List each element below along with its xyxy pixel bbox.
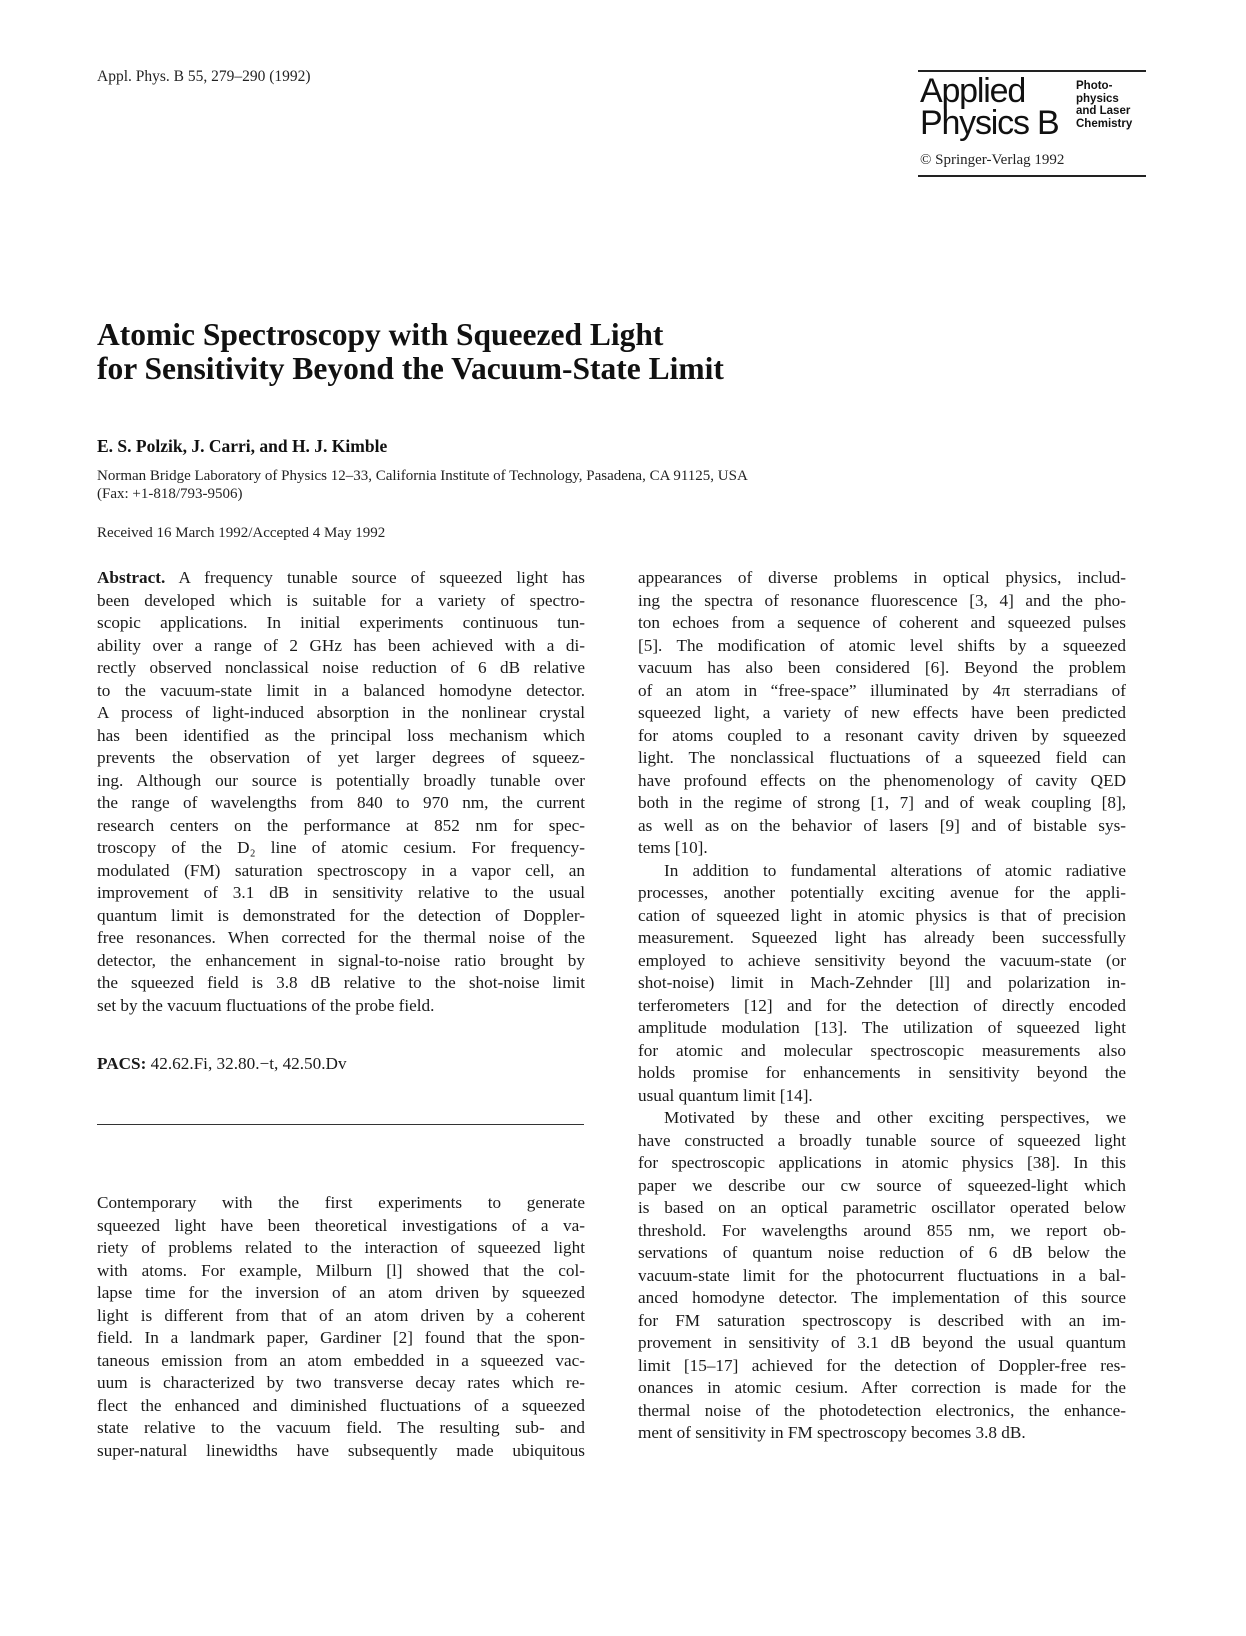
logo-subtitle-line: Chemistry — [1076, 117, 1133, 130]
body-line: have profound effects on the phenomenology of cavity QED — [638, 770, 1126, 790]
body-line: riety of problems related to the interaction of squeezed light — [97, 1238, 585, 1257]
abstract-line: the range of wavelengths from 840 to 970 nm, the current — [97, 793, 585, 812]
body-line: servations of quantum noise reduction of 6 dB below the — [638, 1243, 1126, 1262]
received-date: Received 16 March 1992/Accepted 4 May 1992 — [97, 525, 386, 541]
body-line: ing the spectra of resonance fluorescence [3, 4] and the pho- — [638, 590, 1126, 610]
body-line: appearances of diverse problems in optical physics, includ- — [638, 568, 1126, 587]
abstract-line: ability over a range of 2 GHz has been achieved with a di- — [97, 635, 585, 655]
body-line: vacuum-state limit for the photocurrent fluctuations in a bal- — [638, 1265, 1126, 1285]
abstract-line: ing. Although our source is potentially broadly tunable over — [97, 770, 585, 790]
body-line: for spectroscopic applications in atomic physics [38]. In this — [638, 1153, 1126, 1172]
body-line: In addition to fundamental alterations of atomic radiative — [664, 860, 1126, 880]
body-line: with atoms. For example, Milburn [l] showed that the col- — [97, 1260, 585, 1280]
body-line: for atomic and molecular spectroscopic measurements also — [638, 1040, 1126, 1060]
logo-name-line2: Physics B — [920, 104, 1059, 142]
body-line: ton echoes from a sequence of coherent and squeezed pulses — [638, 613, 1126, 632]
body-line: onances in atomic cesium. After correction is made for the — [638, 1378, 1126, 1397]
pacs-label: PACS: — [97, 1054, 147, 1073]
abstract-line: to the vacuum-state limit in a balanced homodyne detector. — [97, 680, 585, 700]
body-line: usual quantum limit [14]. — [638, 1085, 813, 1105]
body-line: anced homodyne detector. The implementation of this source — [638, 1288, 1126, 1307]
body-line: tems [10]. — [638, 838, 708, 857]
abstract-line-text: A frequency tunable source of squeezed light has — [178, 568, 585, 587]
article-title — [97, 318, 997, 386]
abstract-line: research centers on the performance at 852 nm for spec- — [97, 815, 585, 835]
logo-subtitle — [1076, 80, 1146, 130]
journal-logo — [918, 70, 1146, 178]
body-line: cation of squeezed light in atomic physics is that of precision — [638, 905, 1126, 925]
body-line: uum is characterized by two transverse decay rates which re- — [97, 1373, 585, 1392]
abstract-line: rectly observed nonclassical noise reduction of 6 dB relative — [97, 658, 585, 677]
body-text-right — [638, 567, 1126, 1445]
logo-name-line1: Applied — [920, 72, 1026, 110]
body-line: squeezed light, a variety of new effects have been predicted — [638, 703, 1126, 722]
body-line: of an atom in “free-space” illuminated by 4π sterradians of — [638, 680, 1126, 700]
copyright-notice: © Springer-Verlag 1992 — [920, 152, 1065, 168]
journal-citation: Appl. Phys. B 55, 279–290 (1992) — [97, 68, 311, 85]
body-line: field. In a landmark paper, Gardiner [2] found that the spon- — [97, 1328, 585, 1347]
abstract-line: free resonances. When corrected for the thermal noise of the — [97, 928, 585, 947]
body-line: as well as on the behavior of lasers [9] and of bistable sys- — [638, 815, 1126, 835]
abstract-line: scopic applications. In initial experiments continuous tun- — [97, 613, 585, 632]
abstract-line — [97, 567, 585, 590]
body-line: super-natural linewidths have subsequently made ubiquitous — [97, 1440, 585, 1460]
body-line: threshold. For wavelengths around 855 nm, we report ob- — [638, 1220, 1126, 1240]
body-line: provement in sensitivity of 3.1 dB beyond the usual quantum — [638, 1333, 1126, 1352]
body-line: squeezed light have been theoretical investigations of a va- — [97, 1215, 585, 1235]
title-line: Atomic Spectroscopy with Squeezed Light — [97, 317, 664, 352]
body-line: employed to achieve sensitivity beyond the vacuum-state (or — [638, 950, 1126, 970]
abstract-line: prevents the observation of yet larger degrees of squeez- — [97, 748, 585, 767]
body-line: paper we describe our cw source of squeezed-light which — [638, 1175, 1126, 1195]
body-line: have constructed a broadly tunable source of squeezed light — [638, 1130, 1126, 1150]
pacs-codes — [97, 1054, 347, 1074]
abstract — [97, 567, 585, 1017]
body-line: processes, another potentially exciting avenue for the appli- — [638, 883, 1126, 902]
body-line: terferometers [12] and for the detection of directly encoded — [638, 995, 1126, 1015]
logo-subtitle-line: and Laser — [1076, 105, 1131, 117]
body-line: ment of sensitivity in FM spectroscopy becomes 3.8 dB. — [638, 1423, 1026, 1442]
abstract-line: been developed which is suitable for a variety of spectro- — [97, 590, 585, 610]
abstract-line: the squeezed field is 3.8 dB relative to the shot-noise limit — [97, 973, 585, 992]
body-line: for atoms coupled to a resonant cavity driven by squeezed — [638, 725, 1126, 745]
section-divider — [97, 1124, 584, 1125]
body-line: state relative to the vacuum field. The resulting sub- and — [97, 1418, 585, 1437]
title-line: for Sensitivity Beyond the Vacuum-State Limit — [97, 351, 724, 386]
body-line: limit [15–17] achieved for the detection of Doppler-free res- — [638, 1355, 1126, 1375]
body-line: holds promise for enhancements in sensitivity beyond the — [638, 1063, 1126, 1082]
body-line: vacuum has also been considered [6]. Beyond the problem — [638, 658, 1126, 677]
body-line: for FM saturation spectroscopy is described with an im- — [638, 1310, 1126, 1330]
body-line: shot-noise) limit in Mach-Zehnder [ll] and polarization in- — [638, 973, 1126, 992]
body-line: [5]. The modification of atomic level shifts by a squeezed — [638, 635, 1126, 655]
body-line: both in the regime of strong [1, 7] and of weak coupling [8], — [638, 793, 1126, 812]
body-line: taneous emission from an atom embedded in a squeezed vac- — [97, 1350, 585, 1370]
logo-subtitle-line: physics — [1076, 92, 1119, 105]
abstract-line: improvement of 3.1 dB in sensitivity relative to the usual — [97, 883, 585, 902]
body-text-left — [97, 1192, 585, 1462]
affiliation-line: (Fax: +1-818/793-9506) — [97, 486, 243, 502]
body-line: flect the enhanced and diminished fluctuations of a squeezed — [97, 1395, 585, 1415]
body-line: is based on an optical parametric oscillator operated below — [638, 1198, 1126, 1217]
logo-subtitle-line: Photo- — [1076, 80, 1113, 92]
body-line: lapse time for the inversion of an atom driven by squeezed — [97, 1283, 585, 1302]
body-line: thermal noise of the photodetection electronics, the enhance- — [638, 1400, 1126, 1420]
abstract-line: has been identified as the principal loss mechanism which — [97, 725, 585, 745]
abstract-label: Abstract. — [97, 568, 166, 587]
body-line: Contemporary with the first experiments to generate — [97, 1193, 585, 1212]
abstract-line: quantum limit is demonstrated for the detection of Doppler- — [97, 905, 585, 925]
body-line: light is different from that of an atom driven by a coherent — [97, 1305, 585, 1325]
abstract-line: set by the vacuum fluctuations of the probe field. — [97, 995, 435, 1015]
body-line: amplitude modulation [13]. The utilization of squeezed light — [638, 1018, 1126, 1037]
logo-bottom-rule — [918, 175, 1146, 177]
body-line: measurement. Squeezed light has already been successfully — [638, 928, 1126, 947]
pacs-value: 42.62.Fi, 32.80.−t, 42.50.Dv — [150, 1054, 347, 1073]
abstract-line: A process of light-induced absorption in the nonlinear crystal — [97, 703, 585, 722]
body-line: light. The nonclassical fluctuations of a squeezed field can — [638, 748, 1126, 767]
abstract-line: troscopy of the D₂ line of atomic cesium. For frequency- — [97, 838, 585, 857]
authors: E. S. Polzik, J. Carri, and H. J. Kimble — [97, 436, 388, 456]
body-line: Motivated by these and other exciting perspectives, we — [664, 1108, 1126, 1127]
affiliation-line: Norman Bridge Laboratory of Physics 12–33, California Institute of Technology, Pasadena, CA 91125, USA — [97, 468, 748, 484]
abstract-line: modulated (FM) saturation spectroscopy in a vapor cell, an — [97, 860, 585, 880]
abstract-line: detector, the enhancement in signal-to-noise ratio brought by — [97, 950, 585, 970]
affiliation — [97, 467, 997, 503]
